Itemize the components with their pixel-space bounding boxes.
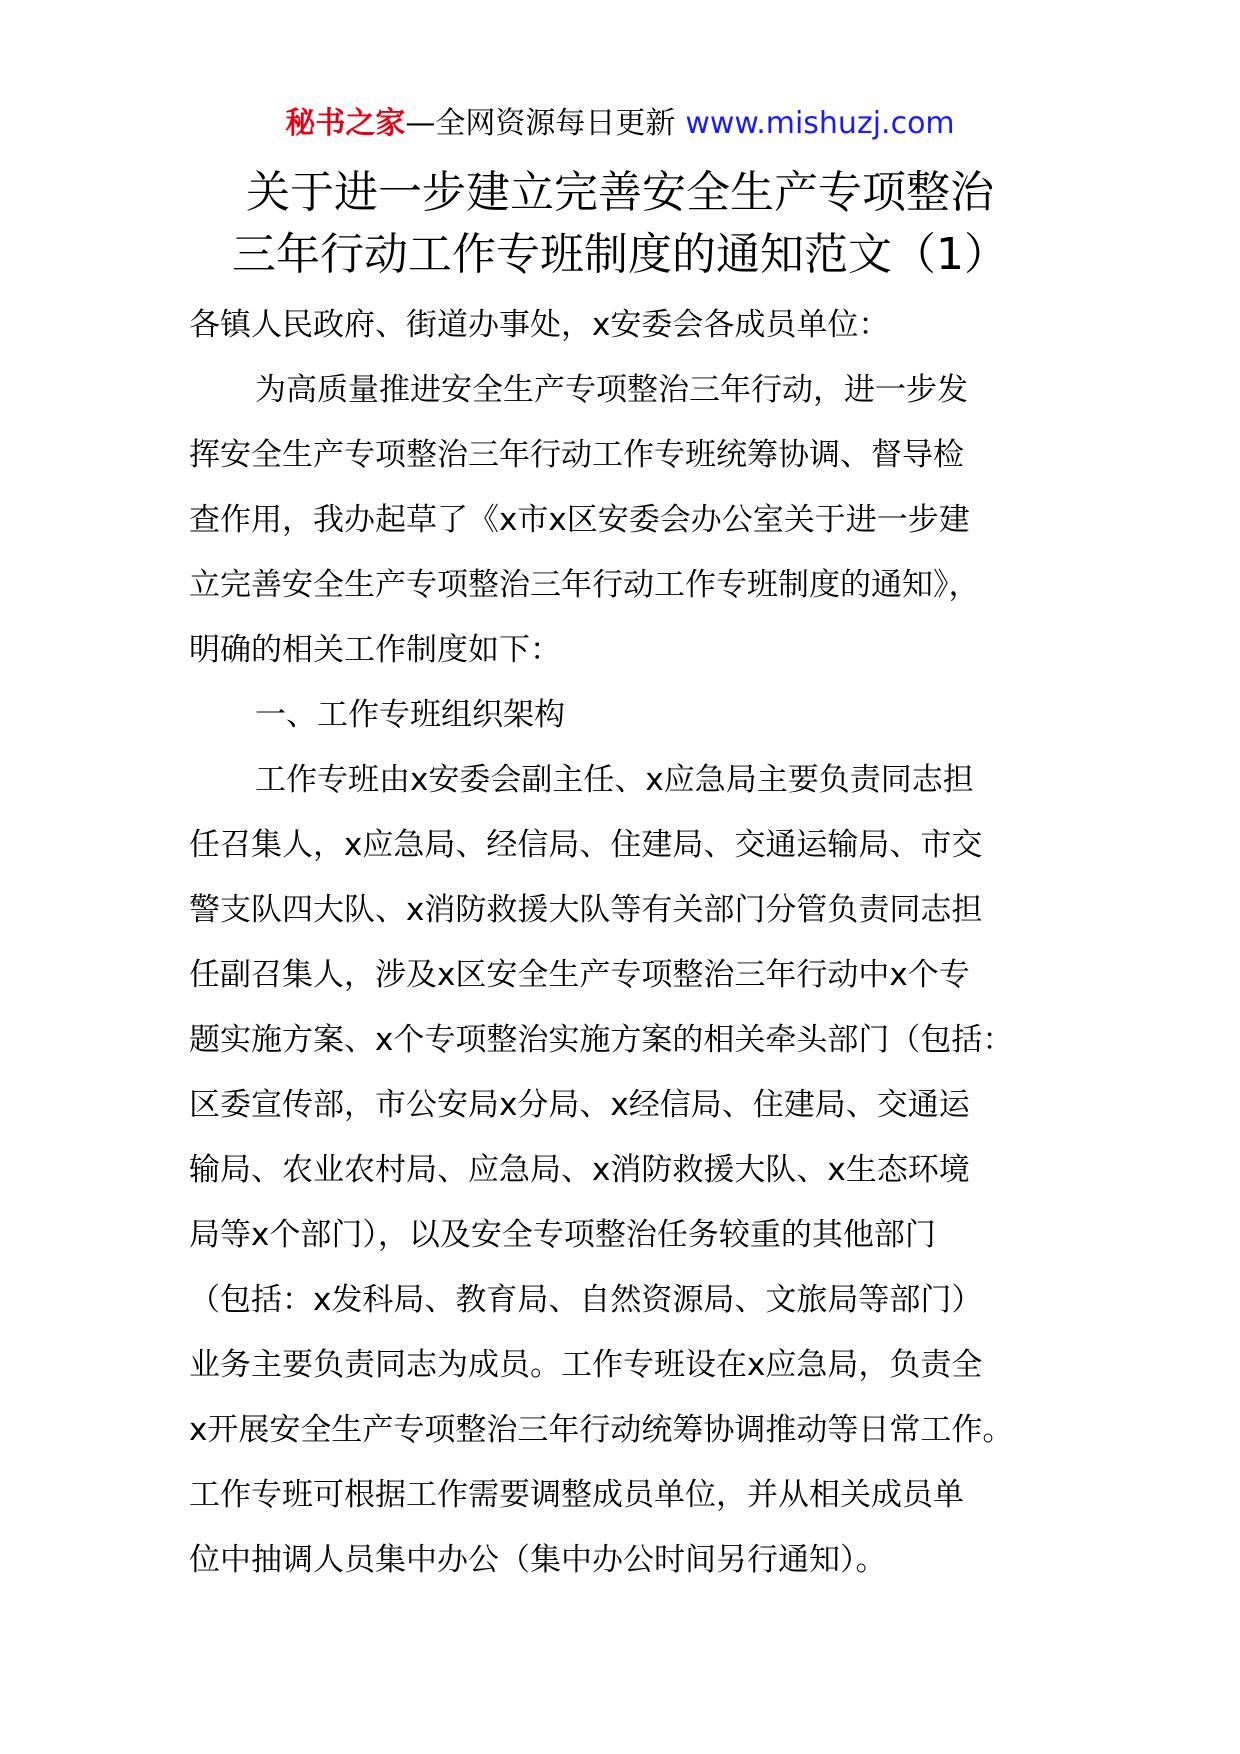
body-line: 位中抽调人员集中办公（集中办公时间另行通知）。 [189, 1542, 887, 1578]
body-line: x开展安全生产专项整治三年行动统筹协调推动等日常工作。 [189, 1412, 1014, 1448]
section-heading: 一、工作专班组织架构 [255, 697, 565, 733]
body-line: 明确的相关工作制度如下： [189, 632, 561, 668]
body-line: 为高质量推进安全生产专项整治三年行动，进一步发 [255, 372, 968, 408]
banner-tagline: —全网资源每日更新 [405, 106, 676, 141]
site-url[interactable]: www.mishuzj.com [685, 106, 955, 141]
body-line: 查作用，我办起草了《x市x区安委会办公室关于进一步建 [189, 502, 970, 538]
site-banner [0, 102, 1240, 146]
body-line: 输局、农业农村局、应急局、x消防救援大队、x生态环境 [189, 1152, 970, 1188]
body-line: 挥安全生产专项整治三年行动工作专班统筹协调、督导检 [189, 437, 964, 473]
body-line: 题实施方案、x个专项整治实施方案的相关牵头部门（包括： [189, 1022, 1014, 1058]
document-body [189, 293, 1089, 1593]
body-line: 警支队四大队、x消防救援大队等有关部门分管负责同志担 [189, 892, 983, 928]
body-line: 业务主要负责同志为成员。工作专班设在x应急局，负责全 [189, 1347, 983, 1383]
salutation: 各镇人民政府、街道办事处，x安委会各成员单位： [189, 307, 890, 343]
document-title [0, 162, 1240, 286]
body-line: 任副召集人，涉及x区安全生产专项整治三年行动中x个专 [189, 957, 970, 993]
title-line-1: 关于进一步建立完善安全生产专项整治 [246, 167, 994, 218]
body-line: 任召集人，x应急局、经信局、住建局、交通运输局、市交 [189, 827, 983, 863]
body-line: 立完善安全生产专项整治三年行动工作专班制度的通知》， [189, 567, 980, 603]
body-line: （包括：x发科局、教育局、自然资源局、文旅局等部门） [189, 1282, 983, 1318]
title-line-2: 三年行动工作专班制度的通知范文（1） [232, 229, 1008, 280]
body-line: 工作专班可根据工作需要调整成员单位，并从相关成员单 [189, 1477, 964, 1513]
body-line: 局等x个部门），以及安全专项整治任务较重的其他部门 [189, 1217, 936, 1253]
body-line: 工作专班由x安委会副主任、x应急局主要负责同志担 [255, 762, 974, 798]
brand-name: 秘书之家 [285, 106, 406, 141]
body-line: 区委宣传部，市公安局x分局、x经信局、住建局、交通运 [189, 1087, 970, 1123]
